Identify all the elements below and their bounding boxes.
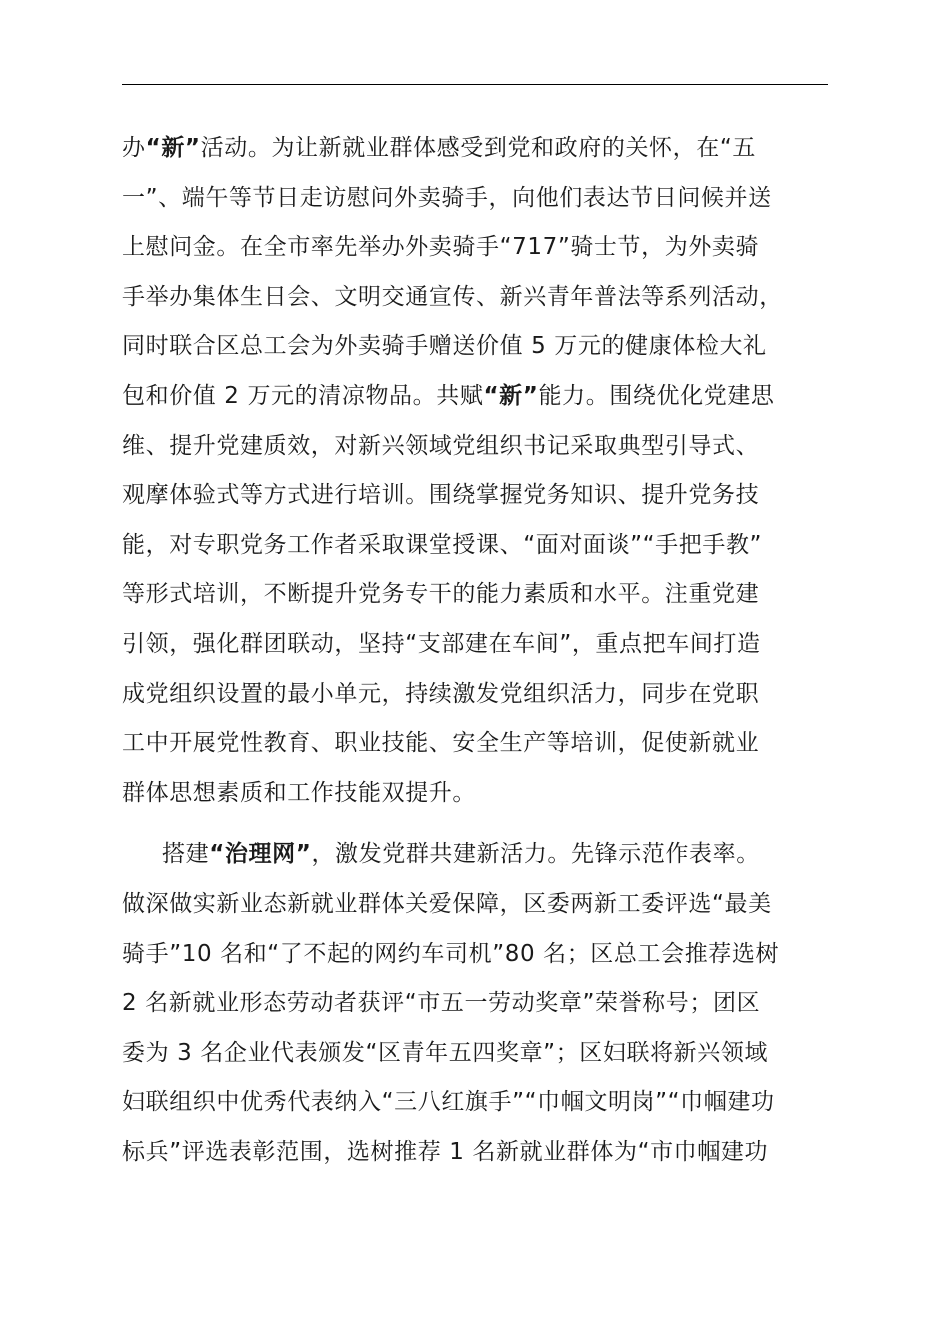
- text-line: 成党组织设置的最小单元，持续激发党组织活力，同步在党职: [122, 680, 760, 707]
- text-line: 标兵”评选表彰范围，选树推荐 1 名新就业群体为“市巾帼建功: [122, 1138, 769, 1165]
- body-text: [122, 124, 842, 1177]
- paragraph-2: [122, 830, 842, 1177]
- text-line: 2 名新就业形态劳动者获评“市五一劳动奖章”荣誉称号；团区: [122, 990, 761, 1017]
- text-line: 妇联组织中优秀代表纳入“三八红旗手”“巾帼文明岗”“巾帼建功: [122, 1089, 775, 1116]
- text-line: 维、提升党建质效，对新兴领域党组织书记采取典型引导式、: [122, 432, 760, 459]
- text-line: 工中开展党性教育、职业技能、安全生产等培训，促使新就业: [122, 730, 760, 757]
- text-line: 群体思想素质和工作技能双提升。: [122, 779, 476, 806]
- text-line: 一”、端午等节日走访慰问外卖骑手，向他们表达节日问候并送: [122, 184, 772, 211]
- text-line: 手举办集体生日会、文明交通宣传、新兴青年普法等系列活动，: [122, 283, 783, 310]
- text-line: 骑手”10 名和“了不起的网约车司机”80 名；区总工会推荐选树: [122, 940, 780, 967]
- text-line: 办“新”活动。为让新就业群体感受到党和政府的关怀，在“五: [122, 135, 756, 161]
- header-rule: [122, 84, 828, 85]
- text-line: 包和价值 2 万元的清凉物品。共赋“新”能力。围绕优化党建思: [122, 382, 775, 409]
- text-line: 等形式培训，不断提升党务专干的能力素质和水平。注重党建: [122, 581, 760, 608]
- text-line: 引领，强化群团联动，坚持“支部建在车间”，重点把车间打造: [122, 630, 761, 657]
- text-line: 观摩体验式等方式进行培训。围绕掌握党务知识、提升党务技: [122, 482, 760, 509]
- text-line: 委为 3 名企业代表颁发“区青年五四奖章”；区妇联将新兴领域: [122, 1039, 769, 1066]
- paragraph-1: [122, 124, 842, 818]
- text-line: 同时联合区总工会为外卖骑手赠送价值 5 万元的健康体检大礼: [122, 333, 767, 360]
- text-line: 做深做实新业态新就业群体关爱保障，区委两新工委评选“最美: [122, 890, 772, 917]
- text-line: 能，对专职党务工作者采取课堂授课、“面对面谈”“手把手教”: [122, 531, 763, 558]
- paragraph-gap: [122, 818, 842, 830]
- text-line: 上慰问金。在全市率先举办外卖骑手“717”骑士节，为外卖骑: [122, 234, 760, 261]
- text-line: 搭建“治理网”，激发党群共建新活力。先锋示范作表率。: [162, 841, 760, 868]
